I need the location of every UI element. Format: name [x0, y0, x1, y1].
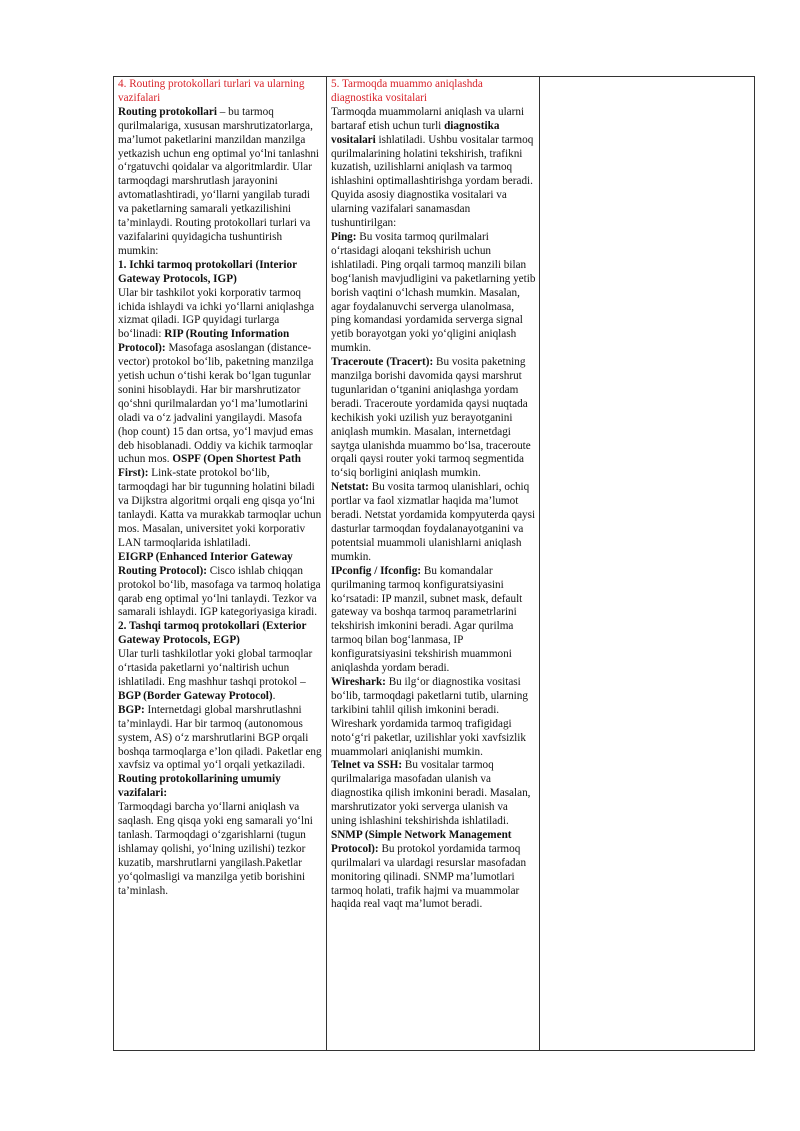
- ospf-text: Link-state protokol bo‘lib, tarmoqdagi har bir tugunning holatini biladi va Dijkstra algoritmi orqali eng qisqa yo‘lni tanlaydi. Katta va murakkab tarmoqlar uchun mos. Masalan, universitet yoki korporativ LAN tarmoqlarida ishlatiladi.: [118, 467, 322, 549]
- traceroute-text: Bu vosita paketning manzilga borishi davomida qaysi marshrut tugunlaridan o‘tganini aniqlashga yordam beradi. Traceroute yordamida qaysi nuqtada kechikish yoki uzilish yuz berayotganini aniqlash mumkin. Masalan, internetdagi saytga ulanishda muammo bo‘lsa, traceroute orqali qaysi router yoki tarmoq segmentida to‘siq borligini aniqlash mumkin.: [331, 356, 531, 480]
- igp-paragraph: [118, 287, 323, 551]
- eigrp-paragraph: [118, 551, 323, 621]
- routing-intro-text: – bu tarmoq qurilmalariga, xususan marshrutizatorlarga, ma’lumot paketlarini manzildan manzilga yetkazish uchun eng optimal yo‘lni tanlashni o‘rgatuvchi qoidalar va algoritmlardir. Ular tarmoqdagi marshrutlash jarayonini avtomatlashtiradi, yo‘llarni yangilab turadi va paketlarning samarali yetkazilishini ta’minlaydi. Routing protokollari turlari va vazifalarini quyidagicha tushuntirish mumkin:: [118, 105, 320, 257]
- eigrp-text: Cisco ishlab chiqqan protokol bo‘lib, masofaga va tarmoq holatiga qarab eng optimal yo‘lni tanlaydi. Tezkor va samarali ishlaydi. IGP kategoriyasiga kiradi.: [118, 564, 321, 619]
- igp-text: Ular bir tashkilot yoki korporativ tarmoq ichida ishlaydi va ichki yo‘llarni aniqlashga xizmat qiladi. IGP quyidagi turlarga bo‘linadi:: [118, 286, 315, 341]
- rip-term: RIP (Routing Information Protocol):: [118, 328, 290, 355]
- snmp-paragraph: [331, 829, 536, 912]
- general-tasks-heading: Routing protokollarining umumiy vazifalari:: [118, 773, 281, 800]
- egp-heading: 2. Tashqi tarmoq protokollari (Exterior Gateway Protocols, EGP): [118, 620, 307, 647]
- wireshark-paragraph: [331, 676, 536, 759]
- diagnostics-intro-paragraph: [331, 106, 536, 231]
- ipconfig-term: IPconfig / Ifconfig:: [331, 564, 422, 577]
- wireshark-text: Bu ilg‘or diagnostika vositasi bo‘lib, tarmoqdagi paketlarni tutib, ularning tarkibini tahlil qilish imkonini beradi. Wireshark yordamida tarmoq trafigidagi noto‘g‘ri paketlar, uzilishlar yoki xavfsizlik muammolari aniqlanishi mumkin.: [331, 675, 528, 758]
- content-table: [113, 76, 755, 1051]
- routing-intro-paragraph: [118, 106, 323, 259]
- telnet-ssh-text: Bu vositalar tarmoq qurilmalariga masofadan ulanish va diagnostika qilish imkonini beradi. Masalan, marshrutizator yoki serverga ulanish va uning ishlashini tekshirishda ishlatiladi.: [331, 759, 531, 828]
- empty-cell: [540, 77, 755, 1051]
- telnet-ssh-term: Telnet va SSH:: [331, 759, 403, 772]
- section-4-heading: 4. Routing protokollari turlari va ularning vazifalari: [118, 78, 305, 104]
- igp-heading: 1. Ichki tarmoq protokollari (Interior Gateway Protocols, IGP): [118, 258, 297, 285]
- ping-paragraph: [331, 231, 536, 356]
- ospf-term: OSPF (Open Shortest Path First):: [118, 453, 301, 480]
- netstat-paragraph: [331, 481, 536, 564]
- egp-text-end: .: [272, 689, 276, 702]
- ping-text: Bu vosita tarmoq qurilmalari o‘rtasidagi aloqani tekshirish uchun ishlatiladi. Ping orqali tarmoq manzili bilan bog‘lanish mavjudligini va paketlarning yetib borish vaqtini o‘lchash mumkin. Masalan, agar foydalanuvchi serverga ulanolmasa, ping komandasi yordamida serverga signal yetib borayotgan yoki yo‘qligini aniqlash mumkin.: [331, 230, 536, 355]
- routing-protocols-cell: [114, 77, 327, 1051]
- egp-text: Ular turli tashkilotlar yoki global tarmoqlar o‘rtasida paketlarni yo‘naltirish uchun ishlatiladi. Eng mashhur tashqi protokol –: [118, 648, 313, 688]
- diagnostics-cell: [327, 77, 540, 1051]
- table-row: [114, 77, 755, 1051]
- section-5-heading: 5. Tarmoqda muammo aniqlashda diagnostika vositalari: [331, 78, 483, 104]
- snmp-term: SNMP (Simple Network Management Protocol):: [331, 828, 512, 855]
- rip-text: Masofaga asoslangan (distance-vector) protokol bo‘lib, paketning manzilga yetish uchun o‘tishi kerak bo‘lgan tugunlar sonini hisoblaydi. Har bir marshrutizator qo‘shni qurilmalardan yo‘l ma’lumotlarini oladi va o‘z jadvalini yangilaydi. Masofa (hop count) 15 dan ortsa, yo‘l mavjud emas deb hisoblanadi. Oddiy va kichik tarmoqlar uchun mos.: [118, 342, 314, 466]
- telnet-ssh-paragraph: [331, 759, 536, 829]
- snmp-text: Bu protokol yordamida tarmoq qurilmalari va ulardagi resurslar masofadan monitoring qilinadi. SNMP ma’lumotlari tarmoq holati, trafik hajmi va muammolar haqida real vaqt ma’lumot beradi.: [331, 842, 527, 911]
- traceroute-term: Traceroute (Tracert):: [331, 356, 434, 369]
- bgp-text: Internetdagi global marshrutlashni ta’minlaydi. Har bir tarmoq (autonomous system, AS) o‘z marshrutlarini BGP orqali boshqa tarmoqlarga e’lon qiladi. Paketlar eng xavfsiz va optimal yo‘l orqali yetkaziladi.: [118, 703, 322, 772]
- routing-term: Routing protokollari: [118, 105, 217, 118]
- ping-term: Ping:: [331, 230, 357, 243]
- netstat-term: Netstat:: [331, 481, 369, 494]
- ipconfig-paragraph: [331, 565, 536, 676]
- diagnostics-intro-text-2: ishlatiladi. Ushbu vositalar tarmoq qurilmalarining holatini tekshirish, trafikni kuzatish, uzilishlarni aniqlash va tarmoq ishlashini optimallashtirishga yordam beradi. Quyida asosiy diagnostika vositalari va ularning vazifalari sanamasdan tushuntirilgan:: [331, 133, 534, 230]
- wireshark-term: Wireshark:: [331, 675, 386, 688]
- netstat-text: Bu vosita tarmoq ulanishlari, ochiq portlar va faol xizmatlar haqida ma’lumot beradi. Netstat yordamida kompyuterda qaysi dasturlar tarmoqdan foydalanayotganini va potentsial muammoli ulanishlarni aniqlash mumkin.: [331, 481, 536, 563]
- egp-paragraph: [118, 648, 323, 704]
- traceroute-paragraph: [331, 356, 536, 481]
- ipconfig-text: Bu komandalar qurilmaning tarmoq konfiguratsiyasini ko‘rsatadi: IP manzil, subnet mask, default gateway va boshqa tarmoq parametrlarini tekshirish imkonini beradi. Agar qurilma tarmoq bilan bog‘lanmasa, IP konfiguratsiyasini tekshirish muammoni aniqlashda yordam beradi.: [331, 564, 523, 675]
- diagnostics-intro-text: Tarmoqda muammolarni aniqlash va ularni bartaraf etish uchun turli: [331, 105, 525, 132]
- diagnostics-term: diagnostika vositalari: [331, 119, 500, 146]
- egp-bgp-term: BGP (Border Gateway Protocol): [118, 689, 273, 702]
- bgp-term: BGP:: [118, 703, 145, 716]
- bgp-paragraph: [118, 704, 323, 774]
- eigrp-term: EIGRP (Enhanced Interior Gateway Routing Protocol):: [118, 550, 293, 577]
- general-tasks-paragraph: Tarmoqdagi barcha yo‘llarni aniqlash va saqlash. Eng qisqa yoki eng samarali yo‘lni tanlash. Tarmoqdagi o‘zgarishlarni (tugun ishlamay qolishi, yo‘lning uzilishi) tezkor kuzatib, marshrutlarni yangilash.Paketlar yo‘qolmasligi va manzilga yetib borishini ta’minlash.: [118, 801, 313, 897]
